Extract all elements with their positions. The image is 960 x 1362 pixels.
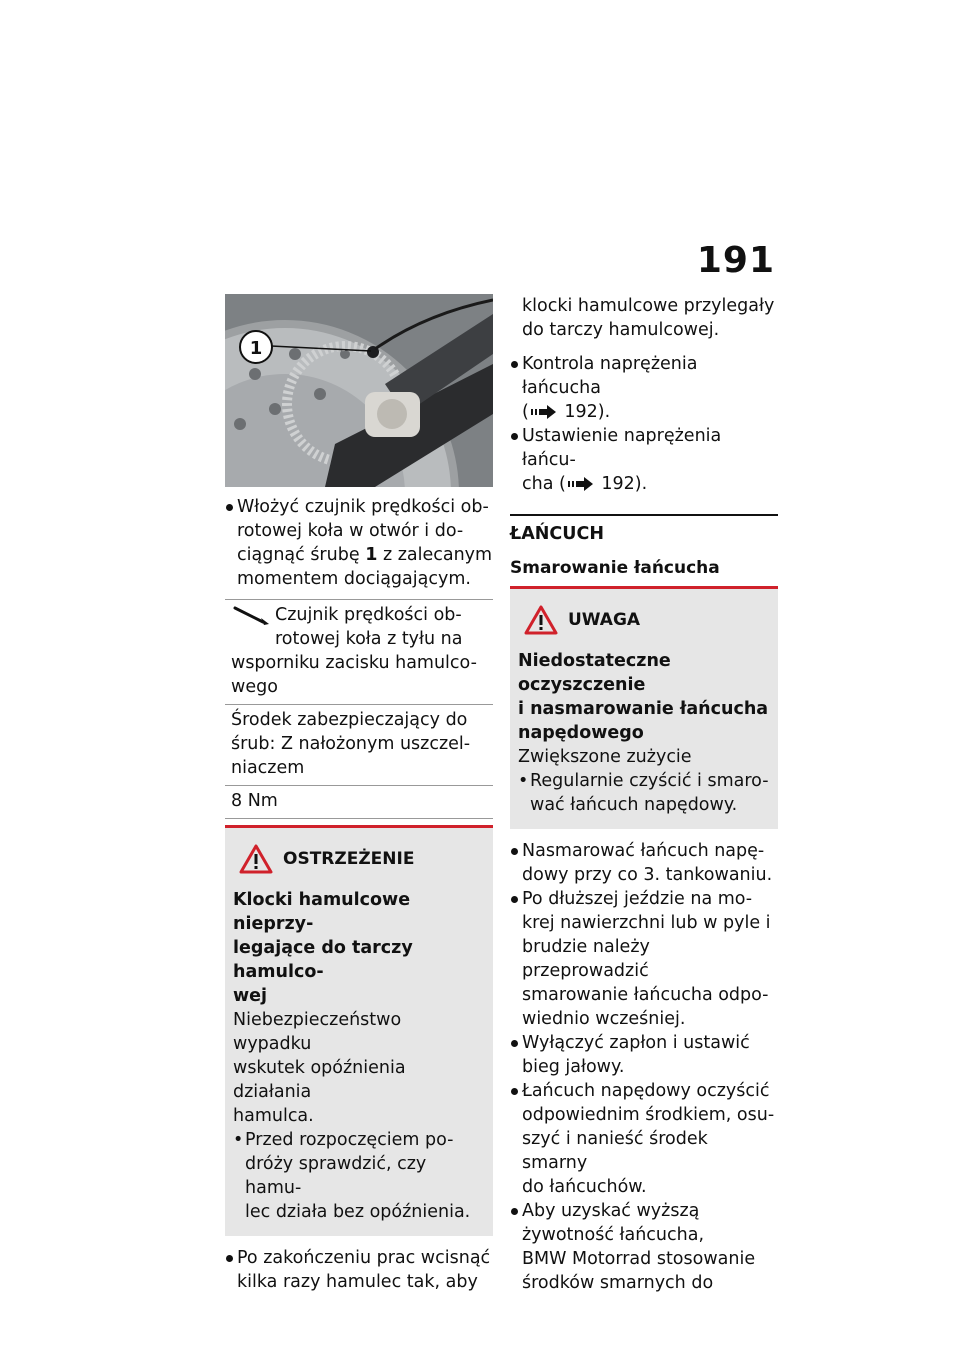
spec-torque-value: 8 Nm	[225, 786, 493, 819]
spec-locker: Środek zabezpieczający do śrub: Z nałożonym uszczel- niaczem	[225, 705, 493, 786]
step-press-brake: Po zakończeniu prac wcisnąć kilka razy hamulec tak, aby	[225, 1246, 493, 1294]
notice-title: Niedostateczne oczyszczenie i nasmarowanie łańcucha napędowego	[518, 651, 769, 743]
spec-header: Czujnik prędkości ob- rotowej koła z tyłu na wsporniku zacisku hamulco- wego	[225, 600, 493, 705]
link-chain-tension-adjust[interactable]: Ustawienie naprężenia łańcu- cha ( 192).	[510, 424, 778, 496]
right-column	[510, 294, 778, 1295]
step-ignition-off: Wyłączyć zapłon i ustawić bieg jałowy.	[510, 1031, 778, 1079]
step-insert-sensor: Włożyć czujnik prędkości ob- rotowej koła w otwór i do- ciągnąć śrubę 1 z zalecanym momentem dociągającym.	[225, 495, 493, 591]
subsection-title: Smarowanie łańcucha	[510, 558, 720, 578]
warning-title: Klocki hamulcowe nieprzy- legające do tarczy hamulco- wej	[233, 890, 413, 1006]
left-column	[225, 294, 493, 1294]
page-number: 191	[696, 240, 775, 281]
notice-header	[524, 605, 770, 635]
notice-box	[510, 586, 778, 829]
arrow-reference-icon	[568, 477, 594, 491]
section-divider	[510, 514, 778, 516]
notice-label: UWAGA	[568, 610, 641, 630]
warning-header	[239, 844, 485, 874]
warning-text: Niebezpieczeństwo wypadku wskutek opóźnienia działania hamulca.	[233, 1010, 406, 1126]
notice-item: • Regularnie czyścić i smaro- wać łańcuch napędowy.	[518, 769, 770, 817]
arrow-reference-icon	[531, 405, 557, 419]
torque-spec-table	[225, 599, 493, 819]
warning-triangle-icon	[524, 605, 558, 635]
sensor-photo	[225, 294, 493, 487]
section-title: ŁAŃCUCH	[510, 524, 604, 544]
warning-label: OSTRZEŻENIE	[283, 849, 415, 869]
step-lubricate: Nasmarować łańcuch napę- dowy przy co 3. tankowaniu.	[510, 839, 778, 887]
notice-text: Zwiększone zużycie	[518, 747, 692, 767]
wrench-icon	[233, 606, 271, 626]
step-press-brake-continued: klocki hamulcowe przylegały do tarczy hamulcowej.	[522, 296, 775, 340]
step-wet-riding: Po dłuższej jeździe na mo- krej nawierzchni lub w pyle i brudzie należy przeprowadzić smarowanie łańcucha odpo- wiednio wcześniej.	[510, 887, 778, 1031]
link-chain-tension-check[interactable]: Kontrola naprężenia łańcucha ( 192).	[510, 352, 778, 424]
step-clean-chain: Łańcuch napędowy oczyścić odpowiednim środkiem, osu- szyć i nanieść środek smarny do łańcuchów.	[510, 1079, 778, 1199]
step-lubricant-recommendation: Aby uzyskać wyższą żywotność łańcucha, BMW Motorrad stosowanie środków smarnych do	[510, 1199, 778, 1295]
warning-item: • Przed rozpoczęciem po- dróży sprawdzić, czy hamu- lec działa bez opóźnienia.	[233, 1128, 485, 1224]
warning-box	[225, 825, 493, 1236]
warning-triangle-icon	[239, 844, 273, 874]
figure-callout-label: 1	[249, 338, 263, 359]
